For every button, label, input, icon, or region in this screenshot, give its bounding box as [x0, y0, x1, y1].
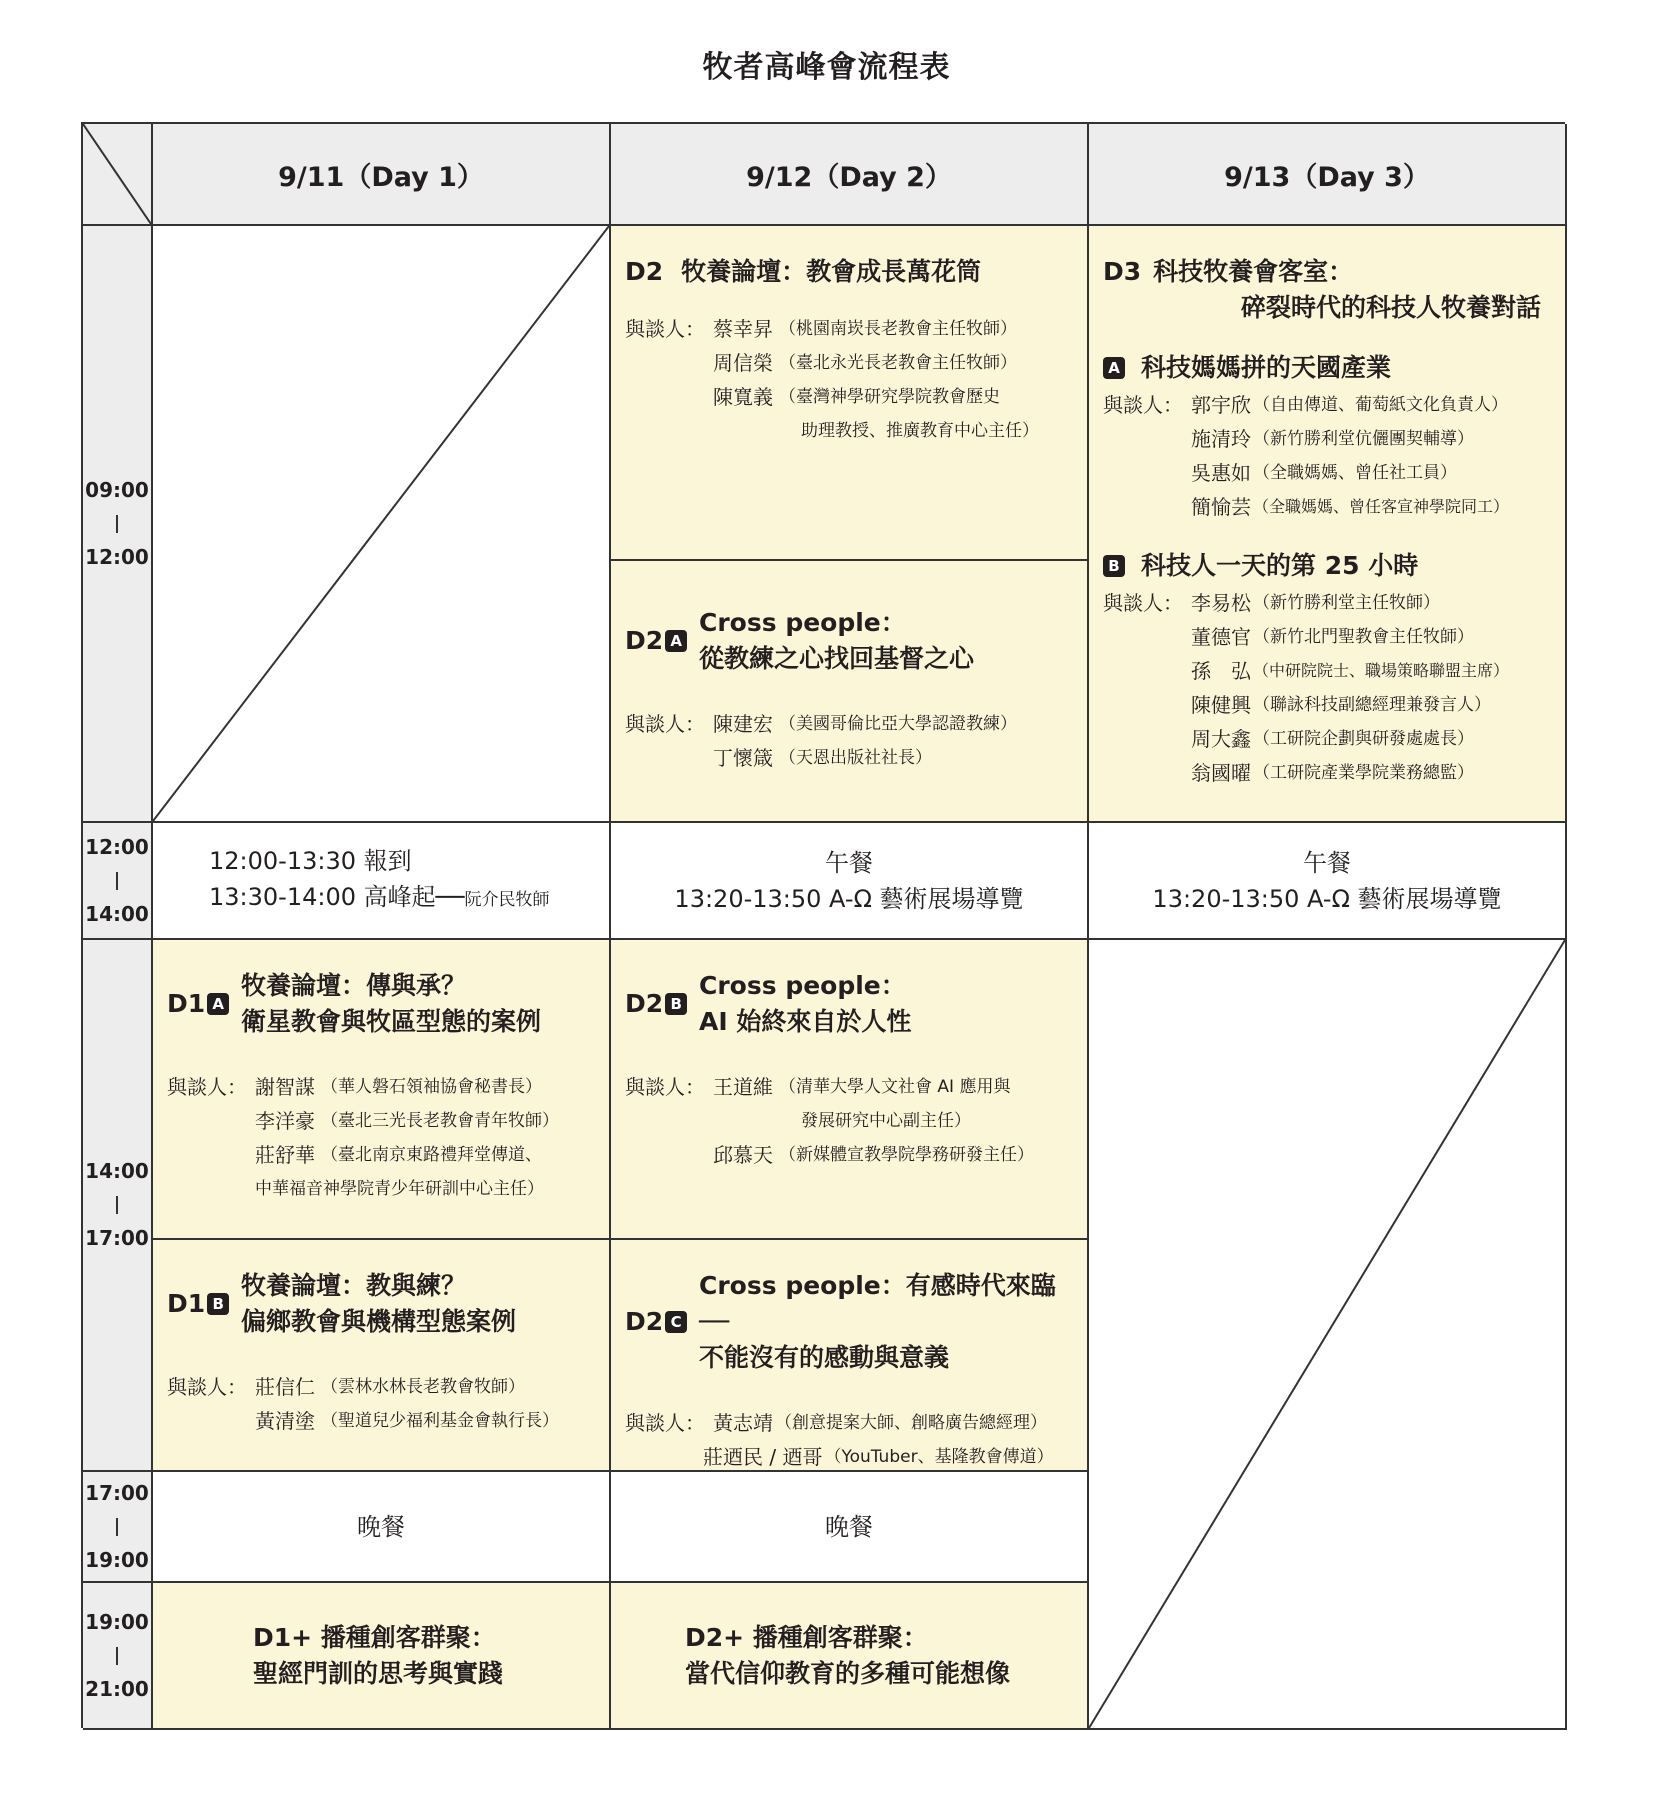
badge-a: A	[207, 993, 229, 1015]
day2-header: 9/12（Day 2）	[611, 124, 1089, 226]
panelists-b: 與談人： 李易松 （新竹勝利堂主任牧師） 董德官 （新竹北門聖教會主任牧師） 孫 弘 （中研院院士、職場策略聯盟主席） 陳健興 （聯詠科技副總經理兼發言人） 周大鑫 （工研院企劃與研發處處長） 翁國曜 （工研院產業學院業務總監）	[1103, 591, 1510, 785]
badge-b: B	[1103, 555, 1125, 577]
diagonal-line	[1089, 940, 1565, 1728]
session-heading: D1 A 牧養論壇：傳與承？ 衛星教會與牧區型態的案例	[167, 971, 542, 1036]
day3-noon: 午餐 13:20-13:50 A-Ω 藝術展場導覽	[1089, 823, 1567, 940]
badge-a: A	[665, 630, 687, 652]
session-d2a	[611, 561, 1089, 823]
diagonal-line	[153, 226, 609, 821]
badge-b: B	[665, 993, 687, 1015]
badge-b: B	[207, 1293, 229, 1315]
time-slot-noon: 12:00 14:00	[83, 823, 153, 940]
session-d2plus: D2+ 播種創客群聚： 當代信仰教育的多種可能想像	[611, 1583, 1089, 1730]
day1-dinner: 晚餐	[153, 1472, 611, 1583]
day2-noon: 午餐 13:20-13:50 A-Ω 藝術展場導覽	[611, 823, 1089, 940]
session-heading: D2 B Cross people： AI 始終來自於人性	[625, 971, 912, 1036]
time-slot-dinner: 17:00 19:00	[83, 1472, 153, 1583]
day3-header: 9/13（Day 3）	[1089, 124, 1567, 226]
session-d1plus: D1+ 播種創客群聚： 聖經門訓的思考與實踐	[153, 1583, 611, 1730]
page-title: 牧者高峰會流程表	[702, 50, 951, 85]
badge-c: C	[665, 1311, 687, 1333]
session-heading: D1 B 牧養論壇：教與練？ 偏鄉教會與機構型態案例	[167, 1271, 517, 1336]
session-d2b	[611, 940, 1089, 1240]
panelists: 與談人： 蔡幸昇 （桃園南崁長老教會主任牧師） 周信榮 （臺北永光長老教會主任牧師） 陳寬義 （臺灣神學研究學院教會歷史 助理教授、推廣教育中心主任）	[625, 317, 1039, 441]
panelists: 與談人： 陳建宏 （美國哥倫比亞大學認證教練） 丁懷箴 （天恩出版社社長）	[625, 712, 1017, 770]
session-d1b	[153, 1240, 611, 1472]
panelists-a: 與談人： 郭宇欣 （自由傳道、葡萄紙文化負責人） 施清玲 （新竹勝利堂伉儷團契輔導） 吳惠如 （全職媽媽、曾任社工員） 簡愉芸 （全職媽媽、曾任客宣神學院同工）	[1103, 393, 1510, 519]
session-d2c	[611, 1240, 1089, 1472]
time-slot-evening: 19:00 21:00	[83, 1583, 153, 1730]
day1-morning-empty	[153, 226, 611, 823]
panelists: 與談人： 黃志靖 （創意提案大師、創略廣告總經理） 莊迺民 / 迺哥 （YouTuber、基隆教會傳道）	[625, 1411, 1054, 1469]
schedule-table	[81, 122, 1565, 1728]
time-slot-afternoon: 14:00 17:00	[83, 940, 153, 1472]
day1-noon: 12:00-13:30 報到 13:30-14:00 高峰起──阮介民牧師	[153, 823, 611, 940]
subsession-a-heading: A 科技媽媽拼的天國產業	[1103, 350, 1551, 386]
panelists: 與談人： 謝智謀 （華人磐石領袖協會秘書長） 李洋豪 （臺北三光長老教會青年牧師） 莊舒華 （臺北南京東路禮拜堂傳道、 中華福音神學院青少年研訓中心主任）	[167, 1075, 559, 1199]
session-heading: D2 牧養論壇：教會成長萬花筒	[625, 257, 982, 286]
subsession-b-heading: B 科技人一天的第 25 小時	[1103, 548, 1551, 584]
session-d1a	[153, 940, 611, 1240]
session-heading: D2 A Cross people： 從教練之心找回基督之心	[625, 608, 975, 673]
panelists: 與談人： 莊信仁 （雲林水林長老教會牧師） 黃清塗 （聖道兒少福利基金會執行長）	[167, 1375, 559, 1433]
badge-a: A	[1103, 357, 1125, 379]
session-d3: D3 科技牧養會客室： 碎裂時代的科技人牧養對話 A 科技媽媽拼的天國產業 與談人： 郭宇欣 （自由傳道、葡萄紙文化負責人） 施清玲 （新竹勝利堂伉儷團契輔導） 吳惠如 （全職媽媽、曾任社工員） 簡愉芸 （全職媽媽、曾任客宣神學院同工） B 科技人一天的第 25 小時 與談人： 李易松 （新竹勝利堂主任牧師） 董德官 （新竹北門聖教會主任牧師） 孫 弘 （中研院院士、職場策略聯盟主席） 陳健興 （聯詠科技副總經理兼發言人） 周大鑫 （工研院企劃與研發處處長） 翁國曜 （工研院產業學院業務總監）	[1089, 226, 1567, 823]
session-heading: D3 科技牧養會客室：	[1103, 257, 1354, 286]
corner-cell	[83, 124, 153, 226]
day1-header: 9/11（Day 1）	[153, 124, 611, 226]
day3-afternoon-empty	[1089, 940, 1567, 1730]
session-d2	[611, 226, 1089, 561]
diagonal-line	[83, 124, 151, 224]
time-slot-morning: 09:00 12:00	[83, 226, 153, 823]
panelists: 與談人： 王道維 （清華大學人文社會 AI 應用與 發展研究中心副主任） 邱慕天 （新媒體宣教學院學務研發主任）	[625, 1075, 1034, 1167]
session-heading: D2 C Cross people：有感時代來臨── 不能沒有的感動與意義	[625, 1271, 1056, 1372]
day2-dinner: 晚餐	[611, 1472, 1089, 1583]
